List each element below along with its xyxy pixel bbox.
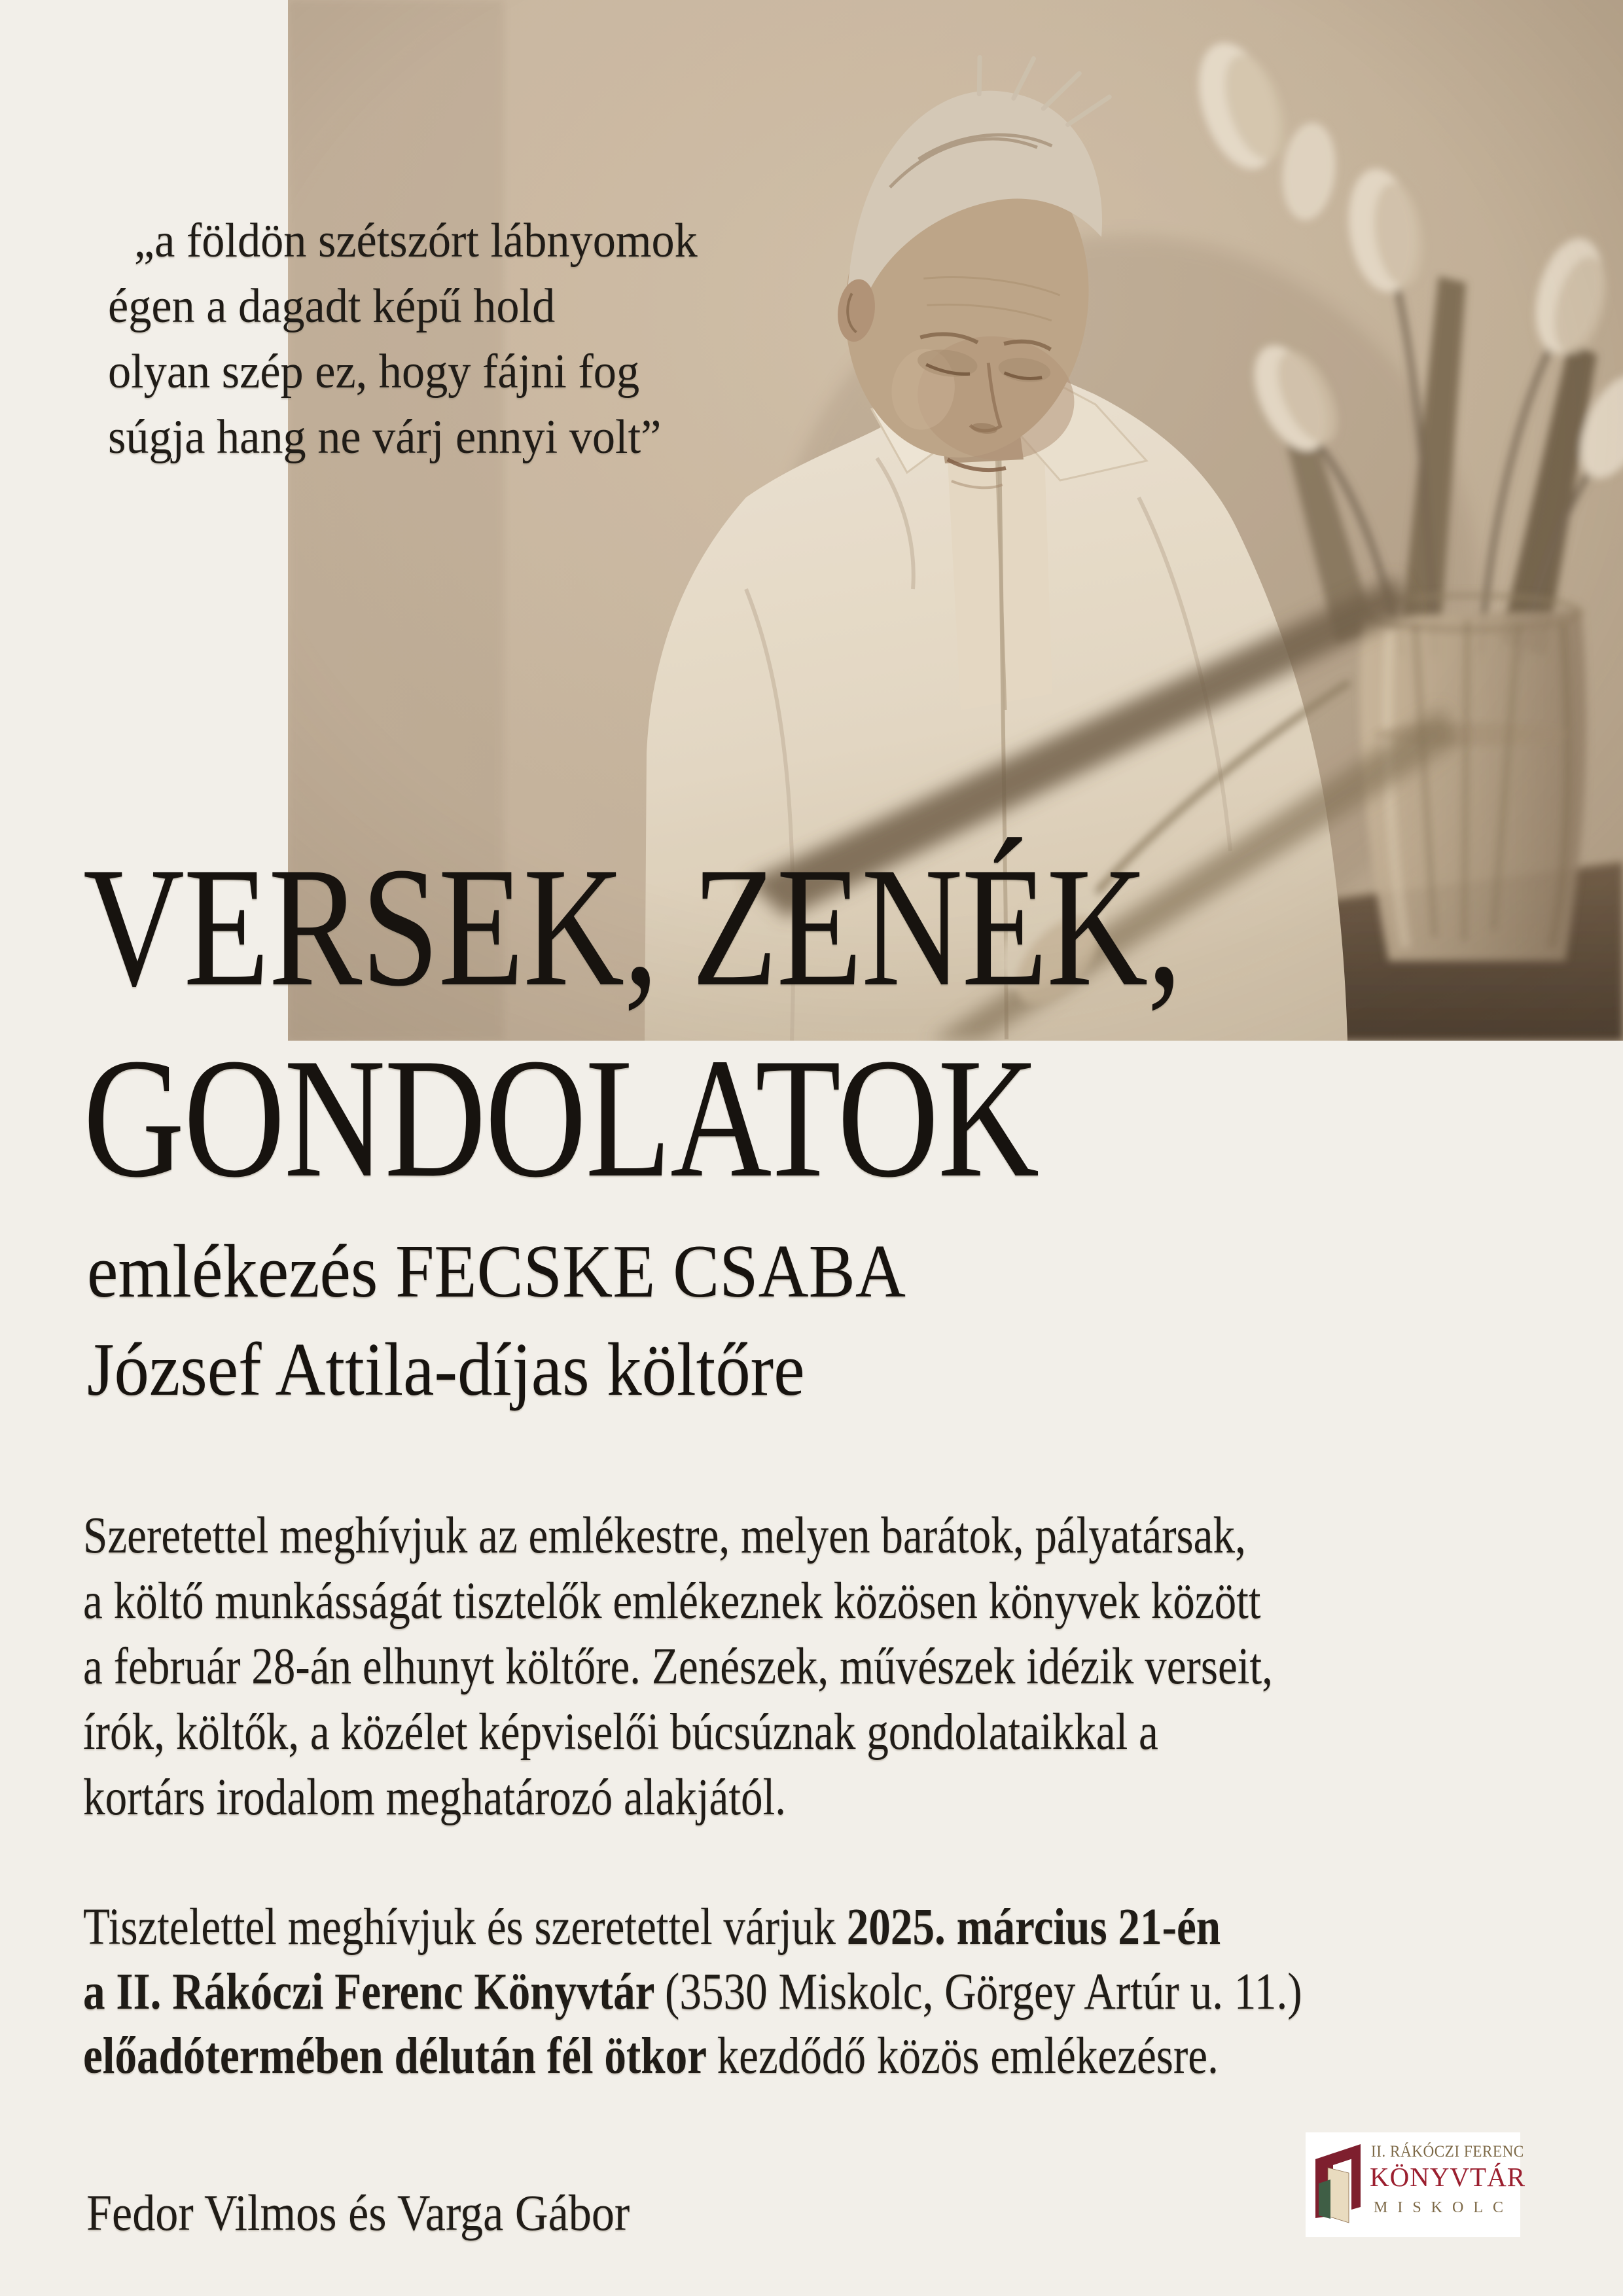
logo-library-name-main: KÖNYVTÁR [1370, 2162, 1526, 2192]
event-details-line1 [83, 1899, 1221, 1956]
event-details-line2 [83, 1966, 1302, 2018]
invitation-line: kortárs irodalom meghatározó alakjától. [83, 1769, 787, 1826]
poem-quote [108, 208, 698, 470]
event-subtitle-line1: emlékezés FECSKE CSABA [87, 1230, 906, 1314]
details-text: kezdődő közös emlékezésre. [717, 2028, 1219, 2085]
logo-library-name-top: II. RÁKÓCZI FERENC [1371, 2143, 1524, 2161]
event-date: 2025. március 21-én [846, 1899, 1221, 1956]
host-names: Fedor Vilmos és Varga Gábor [86, 2184, 630, 2241]
invitation-paragraph [83, 1503, 1273, 1831]
logo-city-name: MISKOLC [1374, 2199, 1514, 2216]
library-logo [1306, 2132, 1526, 2237]
poem-quote-line: „a földön szétszórt lábnyomok [134, 214, 698, 268]
details-text: Tisztelettel meghívjuk és szeretettel várjuk [83, 1899, 847, 1956]
invitation-line: írók, költők, a közélet képviselői búcsúznak gondolataikkal a [83, 1704, 1158, 1761]
venue-address: (3530 Miskolc, Görgey Artúr u. 11.) [665, 1964, 1302, 2020]
poem-quote-line: égen a dagadt képű hold [108, 279, 556, 333]
invitation-line: a költő munkásságát tisztelők emlékeznek közösen könyvek között [83, 1573, 1261, 1630]
poem-quote-line: súgja hang ne várj ennyi volt” [108, 410, 662, 464]
library-door-icon [1315, 2142, 1366, 2225]
event-subtitle-line2: József Attila-díjas költőre [87, 1328, 805, 1412]
event-subtitle [87, 1223, 906, 1419]
invitation-line: a február 28-án elhunyt költőre. Zenészek, művészek idézik verseit, [83, 1638, 1273, 1695]
event-title-line2: GONDOLATOK [83, 1023, 1039, 1213]
event-time: előadótermében délután fél ötkor [83, 2028, 717, 2085]
event-title-line1: VERSEK, ZENÉK, [83, 832, 1181, 1022]
event-details-line3 [83, 2028, 1219, 2085]
invitation-line: Szeretettel meghívjuk az emlékestre, melyen barátok, pályatársak, [83, 1507, 1246, 1564]
poem-quote-line: olyan szép ez, hogy fájni fog [108, 345, 640, 399]
event-venue: a II. Rákóczi Ferenc Könyvtár [83, 1964, 666, 2020]
